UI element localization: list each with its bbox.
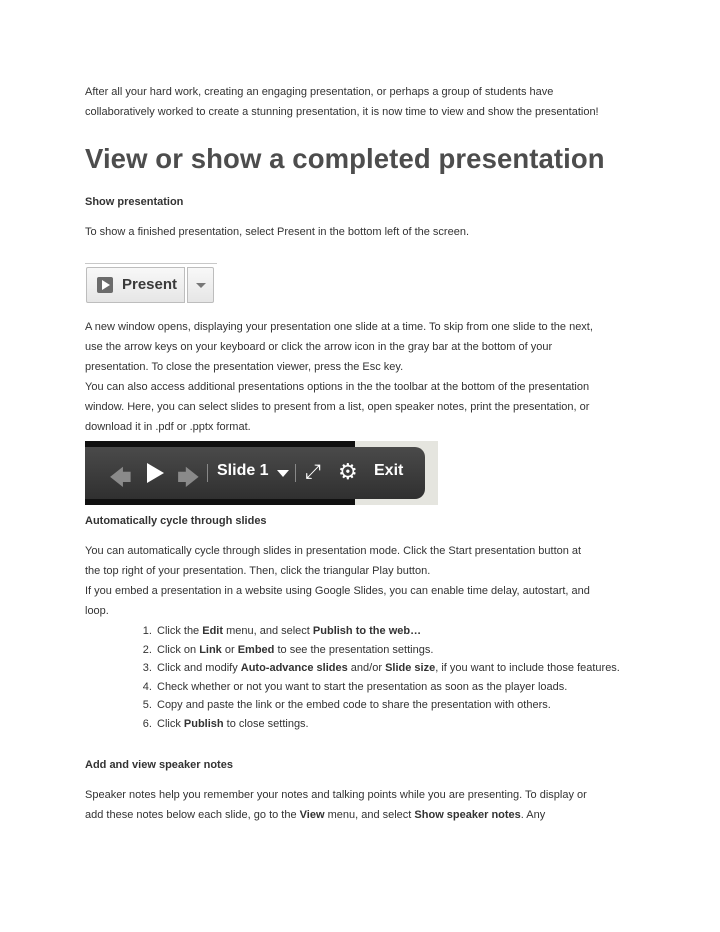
speaker-notes-heading: Add and view speaker notes: [85, 759, 233, 771]
intro-paragraph: [85, 82, 645, 122]
divider: [207, 464, 208, 482]
chevron-down-icon: [196, 283, 206, 288]
publish-steps-list: [131, 622, 645, 733]
slide-selector-label: Slide 1: [217, 462, 269, 479]
auto-cycle-paragraph: [85, 541, 645, 621]
arrow-left-icon: 🡄: [109, 465, 132, 490]
list-item: 4. Check whether or not you want to start the presentation as soon as the player loads.: [155, 678, 645, 697]
presentation-toolbar-image: [85, 441, 438, 505]
divider: [85, 263, 217, 264]
speaker-notes-paragraph: [85, 785, 645, 825]
presentation-toolbar: [85, 447, 425, 499]
intro-line: After all your hard work, creating an engaging presentation, or perhaps a group of students have: [85, 86, 554, 98]
intro-line: collaboratively worked to create a stunning presentation, it is now time to view and show the presentation!: [85, 106, 599, 118]
paragraph-line: You can also access additional presentations options in the the toolbar at the bottom of the presentation: [85, 381, 590, 393]
paragraph-line: loop.: [85, 605, 109, 617]
auto-cycle-heading: Automatically cycle through slides: [85, 515, 267, 527]
present-button: [86, 267, 185, 303]
list-item: 1. Click the Edit menu, and select Publish to the web…: [155, 622, 645, 641]
exit-label: Exit: [374, 462, 404, 479]
present-button-label: Present: [122, 276, 178, 293]
paragraph-line: use the arrow keys on your keyboard or click the arrow icon in the gray bar at the bottom of your: [85, 341, 553, 353]
paragraph-line: Speaker notes help you remember your notes and talking points while you are presenting. To display or: [85, 789, 587, 801]
present-dropdown-button: [187, 267, 214, 303]
divider: [295, 464, 296, 482]
play-icon: [97, 277, 113, 293]
present-button-image: [85, 263, 217, 306]
paragraph-line: You can automatically cycle through slides in presentation mode. Click the Start presentation button at: [85, 545, 582, 557]
page-title: View or show a completed presentation: [85, 143, 605, 174]
paragraph-line: window. Here, you can select slides to present from a list, open speaker notes, print the presentation, or: [85, 401, 590, 413]
show-presentation-text: To show a finished presentation, select Present in the bottom left of the screen.: [85, 226, 469, 238]
play-icon: [147, 463, 164, 483]
paragraph-line: presentation. To close the presentation viewer, press the Esc key.: [85, 361, 404, 373]
gear-icon: ⚙: [338, 459, 358, 484]
presentation-window-paragraph: [85, 317, 645, 437]
chevron-down-icon: [277, 470, 289, 477]
paragraph-line: the top right of your presentation. Then, click the triangular Play button.: [85, 565, 431, 577]
arrow-right-icon: 🡆: [177, 465, 200, 490]
list-item: 2. Click on Link or Embed to see the presentation settings.: [155, 641, 645, 660]
paragraph-line: add these notes below each slide, go to the View menu, and select Show speaker notes. Any: [85, 809, 546, 821]
fullscreen-icon: ⤢: [305, 461, 321, 483]
paragraph-line: A new window opens, displaying your presentation one slide at a time. To skip from one slide to the next,: [85, 321, 593, 333]
list-item: 5. Copy and paste the link or the embed code to share the presentation with others.: [155, 696, 645, 715]
paragraph-line: download it in .pdf or .pptx format.: [85, 421, 251, 433]
list-item: 3. Click and modify Auto-advance slides and/or Slide size, if you want to include those features.: [155, 659, 645, 678]
paragraph-line: If you embed a presentation in a website using Google Slides, you can enable time delay, autostart, and: [85, 585, 590, 597]
list-item: 6. Click Publish to close settings.: [155, 715, 645, 734]
show-presentation-heading: Show presentation: [85, 196, 184, 208]
